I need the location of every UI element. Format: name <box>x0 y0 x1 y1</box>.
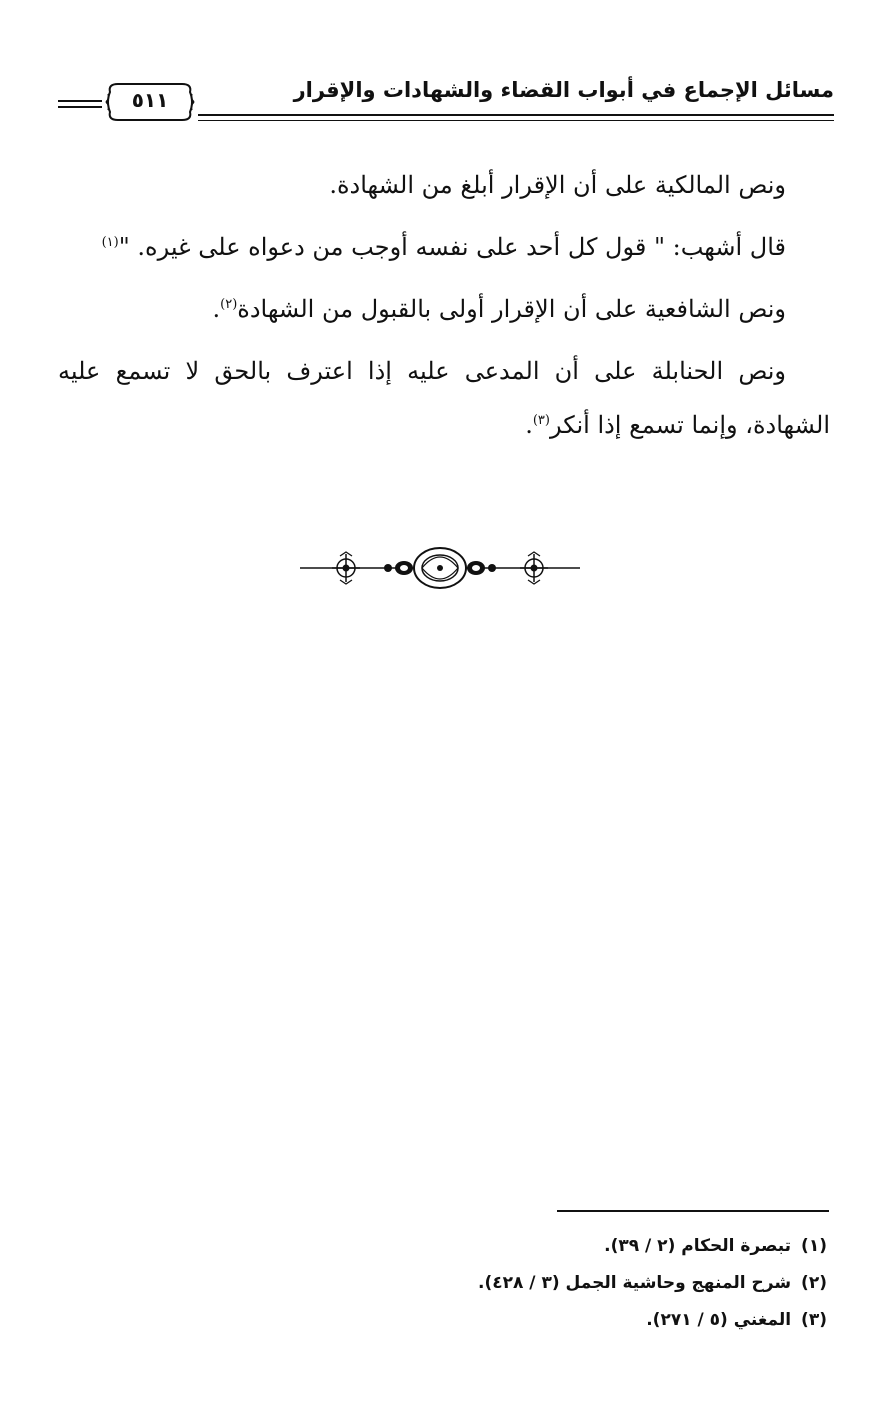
footnote-ref: (٣) <box>532 413 550 428</box>
paragraph-end: . <box>212 295 221 323</box>
footnotes <box>327 1228 827 1339</box>
footnote-separator <box>557 1210 829 1212</box>
header-rule <box>198 114 834 116</box>
footnote-marker: (١) <box>801 1236 827 1256</box>
paragraph-text: ونص الحنابلة على أن المدعى عليه إذا اعترف بالحق لا تسمع عليه الشهادة، وإنما تسمع إذا أنكر <box>58 357 830 439</box>
footnote-text: تبصرة الحكام (٢ / ٣٩). <box>604 1236 792 1256</box>
header-rule-thin <box>198 120 834 121</box>
header-left-rule <box>58 100 102 102</box>
paragraph-text: قال أشهب: " قول كل أحد على نفسه أوجب من دعواه على غيره. " <box>118 233 786 261</box>
footnote-marker: (٢) <box>801 1273 827 1293</box>
footnote-text: شرح المنهج وحاشية الجمل (٣ / ٤٢٨). <box>478 1273 792 1293</box>
footnote-ref: (٢) <box>220 297 238 312</box>
footnote-item <box>327 1265 827 1302</box>
footnote-text: المغني (٥ / ٢٧١). <box>646 1310 792 1330</box>
page-number-frame <box>104 80 196 124</box>
paragraph-ashhab-quote <box>58 220 830 274</box>
footnote-item <box>327 1302 827 1339</box>
running-title: مسائل الإجماع في أبواب القضاء والشهادات والإقرار <box>293 78 834 102</box>
footnote-ref: (١) <box>101 235 119 250</box>
main-text <box>58 158 830 460</box>
paragraph-maliki <box>58 158 830 212</box>
paragraph-hanbali <box>58 344 830 452</box>
decorative-divider-icon <box>300 540 580 596</box>
paragraph-end: . <box>525 411 533 439</box>
footnote-item <box>327 1228 827 1265</box>
footnote-marker: (٣) <box>801 1310 827 1330</box>
paragraph-shafii <box>58 282 830 336</box>
page-header <box>58 74 834 130</box>
header-left-rule-lower <box>58 106 102 108</box>
paragraph-text: ونص الشافعية على أن الإقرار أولى بالقبول من الشهادة <box>237 295 786 323</box>
paragraph-text: ونص المالكية على أن الإقرار أبلغ من الشهادة. <box>329 171 786 199</box>
page-number: ٥١١ <box>131 88 169 112</box>
